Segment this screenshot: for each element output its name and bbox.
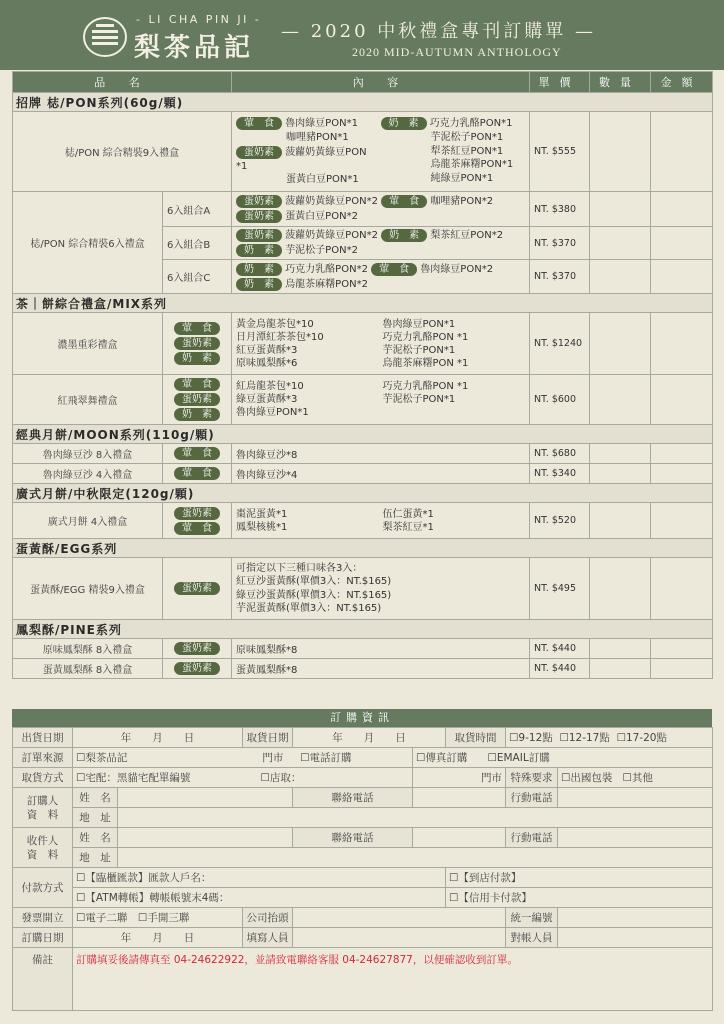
tag-eggmilk: 蛋奶素	[174, 337, 220, 350]
tag-meat: 葷 食	[174, 378, 220, 391]
tag-meat: 葷 食	[371, 263, 417, 276]
company-title-field[interactable]	[293, 908, 506, 928]
amount-cell[interactable]	[651, 260, 713, 294]
receiver-name-field[interactable]	[118, 828, 293, 848]
item: 綠豆沙蛋黃酥(單價3入：NT.$165)	[236, 589, 392, 601]
product-name: 原味鳳梨酥 8入禮盒	[13, 639, 163, 659]
table-header-row	[13, 72, 713, 93]
tag-eggmilk: 蛋奶素	[174, 662, 220, 675]
order-row	[13, 728, 713, 748]
header-banner	[0, 0, 724, 70]
tag-milk: 奶 素	[236, 263, 282, 276]
col-header-price: 單價	[530, 72, 590, 93]
product-name: 廣式月餅 4入禮盒	[13, 503, 163, 539]
product-content	[232, 375, 530, 425]
tag-milk: 奶 素	[381, 117, 427, 130]
company-title-label: 公司抬頭	[243, 908, 293, 928]
other-option[interactable]: ☐其他	[622, 772, 653, 784]
order-row	[13, 848, 713, 868]
product-name: 濃墨重彩禮盒	[13, 313, 163, 375]
pickup-method-delivery[interactable]	[73, 768, 413, 788]
buyer-address-label: 地 址	[73, 808, 118, 828]
payment-label: 付款方式	[13, 868, 73, 908]
item: 原味鳳梨酥*6	[236, 357, 298, 369]
amount-cell[interactable]	[651, 659, 713, 679]
buyer-address-field[interactable]	[118, 808, 713, 828]
qty-cell[interactable]	[590, 444, 651, 464]
table-row	[13, 444, 713, 464]
item: 紅豆沙蛋黃酥(單價3入：NT.$165)	[236, 576, 392, 587]
product-price: NT. $370	[530, 227, 590, 260]
qty-cell[interactable]	[590, 503, 651, 539]
invoice-label: 發票開立	[13, 908, 73, 928]
diet-tags	[163, 444, 232, 464]
buyer-phone-label: 聯絡電話	[293, 788, 413, 808]
section-title: 蛋黃酥/EGG系列	[13, 539, 713, 558]
store-suffix: 門市	[262, 752, 284, 764]
product-price: NT. $380	[530, 192, 590, 227]
diet-tags	[163, 464, 232, 484]
table-row	[13, 558, 713, 620]
product-name: 魯肉綠豆沙 4入禮盒	[13, 464, 163, 484]
section-title: 經典月餅/MOON系列(110g/顆)	[13, 425, 713, 444]
pickup-store-field[interactable]: 門市	[413, 768, 506, 788]
combo-label: 6入組合A	[163, 192, 232, 227]
diet-tags	[163, 503, 232, 539]
item: 菠蘿奶黃綠豆PON *1	[236, 146, 367, 172]
product-price: NT. $680	[530, 444, 590, 464]
item: 綠豆蛋黃酥*3	[236, 394, 298, 405]
order-info-header: 訂購資訊	[12, 709, 712, 727]
receiver-address-field[interactable]	[118, 848, 713, 868]
order-source-options[interactable]	[73, 748, 413, 768]
table-row	[13, 313, 713, 375]
col-header-name: 品 名	[13, 72, 232, 93]
amount-cell[interactable]	[651, 112, 713, 192]
receiver-phone-field[interactable]	[413, 828, 506, 848]
combo-label: 6入組合C	[163, 260, 232, 294]
payment-option-counter[interactable]: ☐【臨櫃匯款】匯款人戶名：	[73, 868, 446, 888]
tag-meat: 葷 食	[236, 117, 282, 130]
page-title: — 2020 中秋禮盒專刊訂購單 —	[281, 21, 596, 42]
special-request-options[interactable]	[558, 768, 713, 788]
order-date-label: 訂購日期	[13, 928, 73, 948]
item: 巧克力乳酪PON *1	[382, 381, 469, 392]
item: 魯肉綠豆PON*2	[420, 263, 494, 275]
product-content	[232, 227, 530, 260]
item: 純綠豆PON*1	[430, 172, 494, 184]
brand-english-name: - LI CHA PIN JI -	[136, 13, 262, 26]
product-content: 魯肉綠豆沙*4	[232, 464, 530, 484]
item: 魯肉綠豆PON*1	[285, 118, 358, 130]
col-header-amount: 金額	[651, 72, 713, 93]
product-name: 魯肉綠豆沙 8入禮盒	[13, 444, 163, 464]
item: 芋泥松子PON*1	[430, 132, 504, 144]
item: 紅豆蛋黃酥*3	[236, 344, 298, 356]
item: 日月潭紅茶茶包*10	[236, 331, 324, 343]
item	[383, 406, 526, 419]
qty-cell[interactable]	[590, 112, 651, 192]
special-request-label: 特殊要求	[506, 768, 558, 788]
source-option-email[interactable]: ☐EMAIL訂購	[487, 752, 550, 764]
tag-eggmilk: 蛋奶素	[236, 210, 282, 223]
source-option-store[interactable]: ☐梨茶品記	[76, 752, 128, 764]
brand-logo-icon	[82, 16, 128, 58]
table-row	[13, 464, 713, 484]
product-content	[232, 192, 530, 227]
qty-cell[interactable]	[590, 192, 651, 227]
product-price: NT. $440	[530, 639, 590, 659]
product-content	[232, 313, 530, 375]
ship-date-field[interactable]: 年 月 日	[73, 728, 243, 748]
tag-meat: 葷 食	[174, 467, 220, 480]
item: 芋泥松子PON*1	[382, 394, 456, 405]
qty-cell[interactable]	[590, 558, 651, 620]
receiver-name-label: 姓 名	[73, 828, 118, 848]
item: 棗泥蛋黃*1	[236, 508, 288, 520]
table-row	[13, 375, 713, 425]
table-row	[13, 192, 713, 227]
tag-milk: 奶 素	[236, 278, 282, 291]
time-option-1[interactable]: ☐9-12點	[509, 732, 553, 744]
order-info-table	[12, 727, 713, 1011]
order-source-label: 訂單來源	[13, 748, 73, 768]
pickup-time-options[interactable]	[506, 728, 713, 748]
qty-cell[interactable]	[590, 639, 651, 659]
item: 魯肉綠豆PON*1	[236, 407, 309, 418]
table-row	[13, 503, 713, 539]
buyer-mobile-field[interactable]	[558, 788, 713, 808]
amount-cell[interactable]	[651, 558, 713, 620]
payment-option-credit[interactable]: ☐【信用卡付款】	[446, 888, 713, 908]
amount-cell[interactable]	[651, 639, 713, 659]
buyer-name-label: 姓 名	[73, 788, 118, 808]
qty-cell[interactable]	[590, 464, 651, 484]
item: 紅烏龍茶包*10	[236, 381, 304, 392]
amount-cell[interactable]	[651, 503, 713, 539]
amount-cell[interactable]	[651, 444, 713, 464]
delivery-option[interactable]: ☐宅配：黑貓宅配單編號	[76, 772, 191, 784]
item: 蛋黃白豆PON*1	[286, 174, 359, 186]
section-title: 鳳梨酥/PINE系列	[13, 620, 713, 639]
product-table	[12, 71, 713, 679]
diet-tags	[163, 313, 232, 375]
product-price: NT. $440	[530, 659, 590, 679]
qty-cell[interactable]	[590, 313, 651, 375]
item: 鳳梨核桃*1	[236, 521, 288, 533]
time-option-2[interactable]: ☐12-17點	[559, 732, 610, 744]
item: 巧克力乳酪PON*2	[285, 263, 368, 275]
brand-chinese-name: 梨茶品記	[134, 33, 255, 63]
product-content	[232, 503, 530, 539]
amount-cell[interactable]	[651, 227, 713, 260]
order-row	[13, 888, 713, 908]
item: 伍仁蛋黃*1	[382, 508, 434, 520]
amount-cell[interactable]	[651, 192, 713, 227]
store-pickup-option[interactable]: ☐店取：	[260, 772, 302, 784]
item: 菠蘿奶黃綠豆PON*2	[285, 196, 378, 207]
section-title: 茶｜餅綜合禮盒/MIX系列	[13, 294, 713, 313]
col-header-content: 內 容	[232, 72, 530, 93]
tag-eggmilk: 蛋奶素	[174, 582, 220, 595]
tag-eggmilk: 蛋奶素	[236, 146, 282, 159]
tag-milk: 奶 素	[174, 408, 220, 421]
order-row	[13, 868, 713, 888]
product-name: 蛋黃酥/EGG 精裝9入禮盒	[13, 558, 163, 620]
item: 巧克力乳酪PON*1	[429, 118, 513, 130]
product-content	[232, 260, 530, 294]
item: 咖哩豬PON*1	[286, 132, 349, 144]
diet-tags	[163, 659, 232, 679]
payment-option-store[interactable]: ☐【到店付款】	[446, 868, 713, 888]
order-source-options-2[interactable]	[413, 748, 713, 768]
source-option-fax[interactable]: ☐傳真訂購	[416, 752, 468, 764]
product-price: NT. $370	[530, 260, 590, 294]
pickup-date-label: 取貨日期	[243, 728, 293, 748]
qty-cell[interactable]	[590, 659, 651, 679]
page-subtitle: 2020 MID-AUTUMN ANTHOLOGY	[352, 45, 562, 59]
order-row	[13, 768, 713, 788]
item: 魯肉綠豆PON*1	[382, 318, 456, 330]
item: 菠蘿奶黃綠豆PON*2	[285, 230, 378, 241]
receiver-phone-label: 聯絡電話	[293, 828, 413, 848]
tax-id-field[interactable]	[558, 908, 713, 928]
payment-option-atm[interactable]: ☐【ATM轉帳】轉帳帳號末4碼：	[73, 888, 446, 908]
tag-meat: 葷 食	[174, 522, 220, 535]
product-price: NT. $1240	[530, 313, 590, 375]
item: 芋泥松子PON*2	[285, 245, 358, 256]
section-title: 招牌 梽/PON系列(60g/顆)	[13, 93, 713, 112]
receiver-mobile-label: 行動電話	[506, 828, 558, 848]
order-row	[13, 828, 713, 848]
item: 烏龍茶麻糬PON*2	[285, 278, 368, 290]
product-price: NT. $600	[530, 375, 590, 425]
tag-meat: 葷 食	[174, 322, 220, 335]
tax-id-label: 統一編號	[506, 908, 558, 928]
pickup-method-label: 取貨方式	[13, 768, 73, 788]
qty-cell[interactable]	[590, 260, 651, 294]
filler-field[interactable]	[293, 928, 506, 948]
section-title: 廣式月餅/中秋限定(120g/顆)	[13, 484, 713, 503]
table-row	[13, 659, 713, 679]
item: 梨茶紅豆PON*2	[430, 230, 504, 241]
item: 咖哩豬PON*2	[430, 196, 494, 207]
col-header-qty: 數量	[590, 72, 651, 93]
product-content: 原味鳳梨酥*8	[232, 639, 530, 659]
receiver-address-label: 地 址	[73, 848, 118, 868]
product-price: NT. $495	[530, 558, 590, 620]
product-content	[232, 558, 530, 620]
item: 芋泥松子PON*1	[382, 344, 456, 356]
invoice-options[interactable]: ☐電子二聯 ☐手開三聯	[73, 908, 243, 928]
tag-eggmilk: 蛋奶素	[174, 507, 220, 520]
item: 巧克力乳酪PON *1	[382, 331, 469, 343]
order-row	[13, 908, 713, 928]
remark-label: 備註	[13, 948, 73, 1011]
remark-field[interactable]	[73, 948, 713, 1011]
order-row	[13, 928, 713, 948]
item: 可指定以下三種口味各3入：	[236, 562, 363, 574]
product-content: 魯肉綠豆沙*8	[232, 444, 530, 464]
order-row	[13, 748, 713, 768]
tag-milk: 奶 素	[174, 352, 220, 365]
item: 蛋黃白豆PON*2	[285, 211, 358, 222]
order-row	[13, 788, 713, 808]
qty-cell[interactable]	[590, 227, 651, 260]
amount-cell[interactable]	[651, 464, 713, 484]
tag-eggmilk: 蛋奶素	[174, 393, 220, 406]
tag-milk: 奶 素	[381, 229, 427, 242]
diet-tags	[163, 375, 232, 425]
time-option-3[interactable]: ☐17-20點	[616, 732, 667, 744]
tag-meat: 葷 食	[174, 447, 220, 460]
amount-cell[interactable]	[651, 313, 713, 375]
product-name: 梽/PON 綜合精裝6入禮盒	[13, 192, 163, 294]
receiver-mobile-field[interactable]	[558, 828, 713, 848]
product-content	[232, 112, 530, 192]
item: 芋泥蛋黃酥(單價3入：NT.$165)	[236, 603, 382, 614]
product-name: 梽/PON 綜合精裝9入禮盒	[13, 112, 232, 192]
item: 烏龍茶麻糬PON*1	[430, 159, 514, 171]
tag-eggmilk: 蛋奶素	[174, 642, 220, 655]
combo-label: 6入組合B	[163, 227, 232, 260]
order-note: 訂購填妥後請傳真至 04-24622922，並請致電聯絡客服 04-24627877，以便確認收到訂單。	[76, 954, 518, 966]
product-price: NT. $520	[530, 503, 590, 539]
product-price: NT. $340	[530, 464, 590, 484]
product-price: NT. $555	[530, 112, 590, 192]
amount-cell[interactable]	[651, 375, 713, 425]
product-content: 蛋黃鳳梨酥*8	[232, 659, 530, 679]
item: 犁茶紅豆PON*1	[430, 145, 504, 157]
order-date-field[interactable]: 年 月 日	[73, 928, 243, 948]
ship-date-label: 出貨日期	[13, 728, 73, 748]
tag-meat: 葷 食	[381, 195, 427, 208]
order-row	[13, 948, 713, 1011]
order-row	[13, 808, 713, 828]
qty-cell[interactable]	[590, 375, 651, 425]
pickup-date-field[interactable]: 年 月 日	[293, 728, 446, 748]
tag-eggmilk: 蛋奶素	[236, 195, 282, 208]
buyer-name-field[interactable]	[118, 788, 293, 808]
checker-field[interactable]	[558, 928, 713, 948]
checker-label: 對帳人員	[506, 928, 558, 948]
table-row	[13, 639, 713, 659]
diet-tags	[163, 558, 232, 620]
source-option-phone[interactable]: ☐電話訂購	[300, 752, 352, 764]
table-row	[13, 112, 713, 192]
overseas-pack-option[interactable]: ☐出國包裝	[561, 772, 613, 784]
item: 烏龍茶麻糬PON *1	[382, 357, 469, 369]
diet-tags	[163, 639, 232, 659]
tag-eggmilk: 蛋奶素	[236, 229, 282, 242]
buyer-phone-field[interactable]	[413, 788, 506, 808]
buyer-label: 訂購人 資 料	[13, 788, 73, 828]
item: 黃金烏龍茶包*10	[236, 318, 314, 330]
product-name: 蛋黃鳳梨酥 8入禮盒	[13, 659, 163, 679]
filler-label: 填寫人員	[243, 928, 293, 948]
receiver-label: 收件人 資 料	[13, 828, 73, 868]
buyer-mobile-label: 行動電話	[506, 788, 558, 808]
item: 梨茶紅豆*1	[382, 521, 434, 533]
product-name: 紅飛翠舞禮盒	[13, 375, 163, 425]
pickup-time-label: 取貨時間	[446, 728, 506, 748]
tag-milk: 奶 素	[236, 244, 282, 257]
